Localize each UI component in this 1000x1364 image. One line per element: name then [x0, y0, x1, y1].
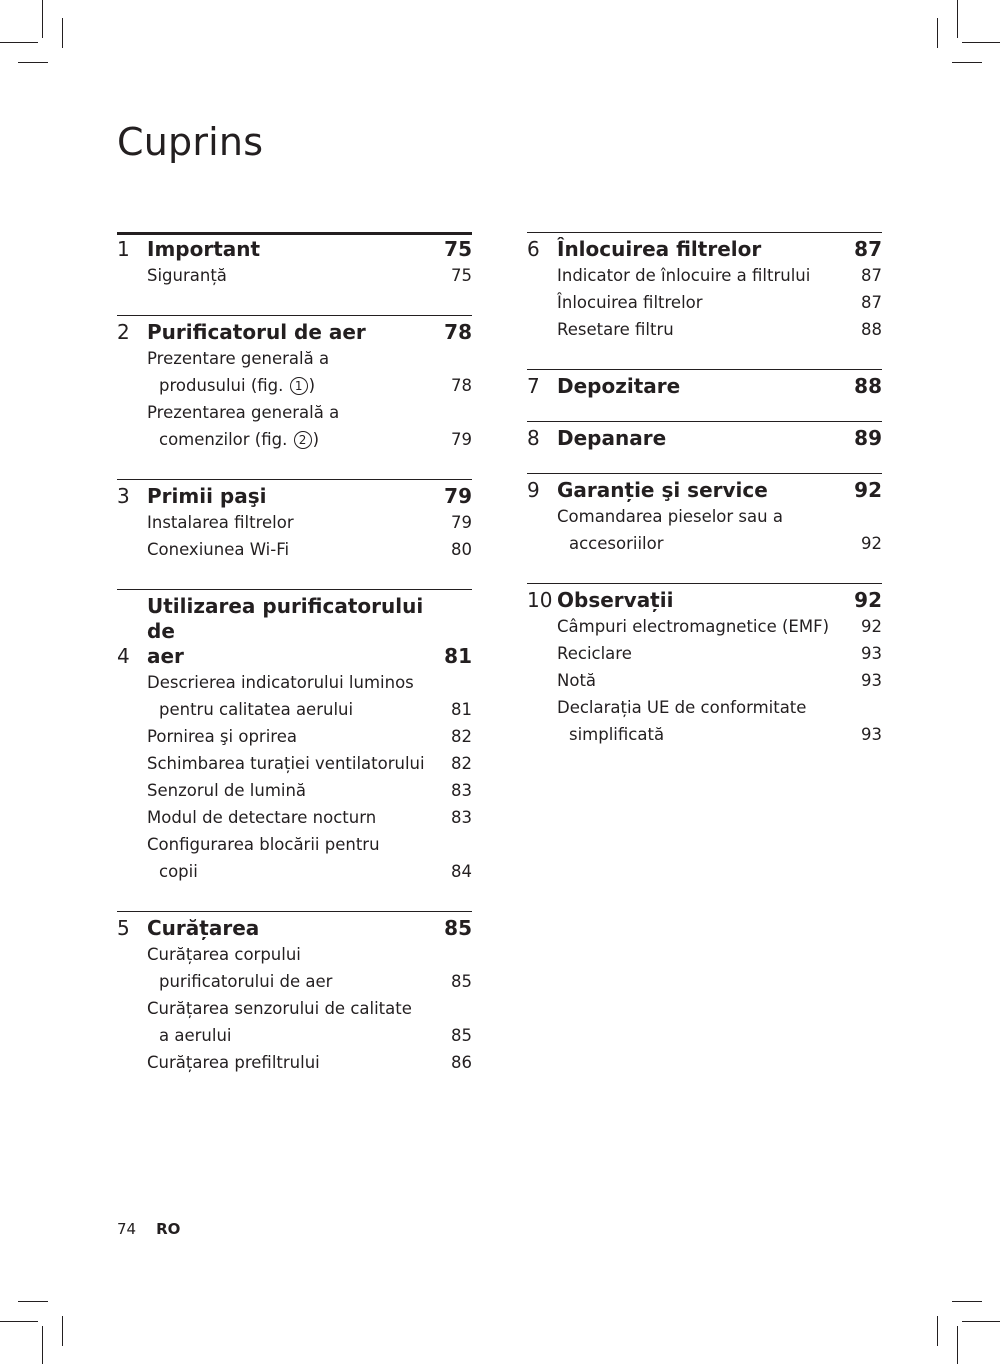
entry-title-line: Declarația UE de conformitate: [557, 698, 807, 717]
toc-entry[interactable]: [557, 694, 882, 748]
entry-title-text: ): [308, 376, 316, 395]
toc-column-left: [117, 232, 472, 1086]
toc-section-heading[interactable]: [527, 374, 882, 399]
figure-number-badge: 2: [294, 431, 312, 449]
entry-title-line: Siguranță: [147, 266, 227, 285]
toc-entry[interactable]: [147, 941, 472, 995]
crop-mark: [0, 1321, 38, 1322]
toc-entry[interactable]: [557, 667, 882, 694]
entry-title-line: [147, 426, 443, 453]
section-title-line: aer: [147, 644, 184, 668]
entry-page-number: 83: [451, 781, 472, 800]
entry-page-number: 93: [861, 644, 882, 663]
entry-title-line: Schimbarea turației ventilatorului: [147, 754, 425, 773]
section-number: 4: [117, 644, 130, 668]
entry-title-line: simplificată: [569, 725, 665, 744]
crop-mark: [957, 0, 958, 38]
section-number: 6: [527, 237, 540, 261]
entry-title: [147, 345, 451, 399]
toc-section: [117, 911, 472, 1086]
entry-title-line: Prezentare generală a: [147, 349, 330, 368]
entry-title: [147, 262, 451, 289]
toc-entry[interactable]: [557, 316, 882, 343]
entry-page-number: 87: [861, 293, 882, 312]
toc-section-heading[interactable]: [527, 237, 882, 262]
entry-title: [147, 941, 451, 995]
entry-page-number: 84: [451, 862, 472, 881]
page-footer: [117, 1220, 180, 1238]
entry-page-number: 82: [451, 727, 472, 746]
entry-title-line: Pornirea şi oprirea: [147, 727, 297, 746]
section-number: 3: [117, 484, 130, 508]
section-title: Primii paşi: [147, 484, 267, 508]
toc-entry[interactable]: [147, 804, 472, 831]
section-title: Observații: [557, 588, 674, 612]
section-title: Curățarea: [147, 916, 260, 940]
toc-entry[interactable]: [147, 262, 472, 289]
crop-mark: [937, 1316, 938, 1346]
crop-mark: [42, 0, 43, 38]
section-page-number: 79: [444, 484, 472, 508]
section-number: 1: [117, 237, 130, 261]
entry-page-number: 75: [451, 266, 472, 285]
toc-entry-list: [117, 509, 472, 563]
crop-mark: [62, 18, 63, 48]
entry-title-line: copii: [159, 862, 198, 881]
crop-mark: [18, 62, 48, 63]
entry-title: [147, 804, 451, 831]
section-page-number: 88: [854, 374, 882, 398]
page-number: 74: [117, 1220, 137, 1238]
entry-title-line: Prezentarea generală a: [147, 403, 340, 422]
entry-title-text: comenzilor (fig.: [159, 430, 293, 449]
entry-page-number: 92: [861, 617, 882, 636]
entry-title: [557, 289, 861, 316]
crop-mark: [952, 1301, 982, 1302]
toc-section-heading[interactable]: [117, 916, 472, 941]
toc-column-right: [527, 232, 882, 758]
section-page-number: 78: [444, 320, 472, 344]
toc-section: [117, 589, 472, 895]
entry-title: [557, 667, 861, 694]
toc-entry-list: [527, 503, 882, 557]
toc-entry[interactable]: [147, 723, 472, 750]
section-number: 9: [527, 478, 540, 502]
section-number: 5: [117, 916, 130, 940]
entry-title-line: Configurarea blocării pentru: [147, 835, 380, 854]
entry-title-line: Indicator de înlocuire a filtrului: [557, 266, 811, 285]
toc-section: [527, 232, 882, 353]
toc-entry[interactable]: [147, 669, 472, 723]
toc-section: [117, 232, 472, 299]
entry-title-text: produsului (fig.: [159, 376, 289, 395]
entry-title-line: [147, 372, 443, 399]
toc-entry[interactable]: [147, 831, 472, 885]
crop-mark: [18, 1301, 48, 1302]
section-page-number: 89: [854, 426, 882, 450]
entry-page-number: 79: [451, 430, 472, 449]
entry-title-line: purificatorului de aer: [159, 972, 333, 991]
entry-title-line: Curățarea corpului: [147, 945, 301, 964]
entry-page-number: 79: [451, 513, 472, 532]
entry-page-number: 85: [451, 1026, 472, 1045]
crop-mark: [952, 62, 982, 63]
toc-entry[interactable]: [557, 289, 882, 316]
section-title: [147, 594, 444, 669]
toc-section: [117, 315, 472, 463]
entry-page-number: 88: [861, 320, 882, 339]
entry-title-line: Reciclare: [557, 644, 632, 663]
crop-mark: [957, 1326, 958, 1364]
toc-entry-list: [117, 345, 472, 453]
entry-title-line: Resetare filtru: [557, 320, 674, 339]
entry-title: [557, 613, 861, 640]
figure-number-badge: 1: [290, 377, 308, 395]
crop-mark: [62, 1316, 63, 1346]
section-page-number: 81: [444, 644, 472, 668]
toc-entry[interactable]: [147, 1049, 472, 1076]
toc-section-heading[interactable]: [117, 594, 472, 669]
entry-title: [147, 723, 451, 750]
toc-section: [527, 421, 882, 461]
entry-title-line: Instalarea filtrelor: [147, 513, 294, 532]
crop-mark: [962, 1321, 1000, 1322]
section-title: Important: [147, 237, 261, 261]
entry-title-line: Curățarea prefiltrului: [147, 1053, 320, 1072]
toc-entry-list: [117, 262, 472, 289]
entry-title: [147, 669, 451, 723]
toc-section: [527, 369, 882, 409]
section-number: 10: [527, 588, 553, 612]
toc-entry-list: [117, 941, 472, 1076]
entry-title: [147, 536, 451, 563]
entry-page-number: 86: [451, 1053, 472, 1072]
entry-title: [557, 694, 861, 748]
language-code: RO: [156, 1220, 181, 1238]
toc-section-heading[interactable]: [117, 484, 472, 509]
page-title: Cuprins: [117, 120, 264, 164]
section-number: 7: [527, 374, 540, 398]
toc-entry[interactable]: [557, 613, 882, 640]
entry-title-text: ): [312, 430, 320, 449]
toc-section-heading[interactable]: [117, 320, 472, 345]
toc-entry[interactable]: [147, 777, 472, 804]
toc-entry[interactable]: [147, 750, 472, 777]
section-title: Depanare: [557, 426, 667, 450]
section-number: 2: [117, 320, 130, 344]
entry-title: [147, 399, 451, 453]
toc-entry-list: [527, 262, 882, 343]
entry-title: [557, 316, 861, 343]
entry-title: [147, 1049, 451, 1076]
toc-entry[interactable]: [557, 503, 882, 557]
toc-entry[interactable]: [147, 509, 472, 536]
entry-title-line: Curățarea senzorului de calitate: [147, 999, 412, 1018]
section-title: Depozitare: [557, 374, 681, 398]
entry-page-number: 80: [451, 540, 472, 559]
entry-title-line: Comandarea pieselor sau a: [557, 507, 783, 526]
toc-entry[interactable]: [147, 995, 472, 1049]
entry-page-number: 82: [451, 754, 472, 773]
entry-title: [147, 777, 451, 804]
toc-section-heading[interactable]: [527, 478, 882, 503]
entry-page-number: 81: [451, 700, 472, 719]
toc-entry-list: [527, 613, 882, 748]
section-title: Garanție şi service: [557, 478, 768, 502]
toc-entry[interactable]: [557, 640, 882, 667]
entry-title-line: Notă: [557, 671, 597, 690]
section-page-number: 92: [854, 588, 882, 612]
entry-title-line: Descrierea indicatorului luminos: [147, 673, 414, 692]
section-page-number: 87: [854, 237, 882, 261]
section-page-number: 92: [854, 478, 882, 502]
entry-page-number: 93: [861, 725, 882, 744]
section-number: 8: [527, 426, 540, 450]
entry-title-line: Senzorul de lumină: [147, 781, 307, 800]
section-title: Purificatorul de aer: [147, 320, 366, 344]
entry-title: [557, 640, 861, 667]
entry-page-number: 93: [861, 671, 882, 690]
toc-entry[interactable]: [147, 399, 472, 453]
entry-page-number: 85: [451, 972, 472, 991]
toc-entry[interactable]: [147, 536, 472, 563]
crop-mark: [937, 18, 938, 48]
entry-title-line: a aerului: [159, 1026, 232, 1045]
entry-title: [147, 995, 451, 1049]
section-title-line: Utilizarea purificatorului de: [147, 594, 424, 643]
entry-title-line: accesoriilor: [569, 534, 664, 553]
toc-entry[interactable]: [147, 345, 472, 399]
entry-title-line: Câmpuri electromagnetice (EMF): [557, 617, 830, 636]
toc-section-heading[interactable]: [527, 426, 882, 451]
entry-title-line: pentru calitatea aerului: [159, 700, 354, 719]
entry-title-line: Înlocuirea filtrelor: [557, 293, 703, 312]
entry-title: [147, 831, 451, 885]
entry-title-line: Modul de detectare nocturn: [147, 808, 377, 827]
entry-page-number: 92: [861, 534, 882, 553]
toc-entry[interactable]: [557, 262, 882, 289]
section-page-number: 75: [444, 237, 472, 261]
crop-mark: [962, 42, 1000, 43]
toc-entry-list: [117, 669, 472, 885]
entry-title: [557, 503, 861, 557]
entry-title: [557, 262, 861, 289]
crop-mark: [42, 1326, 43, 1364]
section-title: Înlocuirea filtrelor: [557, 237, 762, 261]
toc-section: [117, 479, 472, 573]
entry-title-line: Conexiunea Wi-Fi: [147, 540, 290, 559]
entry-page-number: 87: [861, 266, 882, 285]
section-page-number: 85: [444, 916, 472, 940]
toc-section-heading[interactable]: [527, 588, 882, 613]
entry-title: [147, 750, 451, 777]
toc-section: [527, 583, 882, 758]
toc-section: [527, 473, 882, 567]
entry-page-number: 83: [451, 808, 472, 827]
entry-title: [147, 509, 451, 536]
entry-page-number: 78: [451, 376, 472, 395]
crop-mark: [0, 42, 38, 43]
toc-section-heading[interactable]: [117, 237, 472, 262]
